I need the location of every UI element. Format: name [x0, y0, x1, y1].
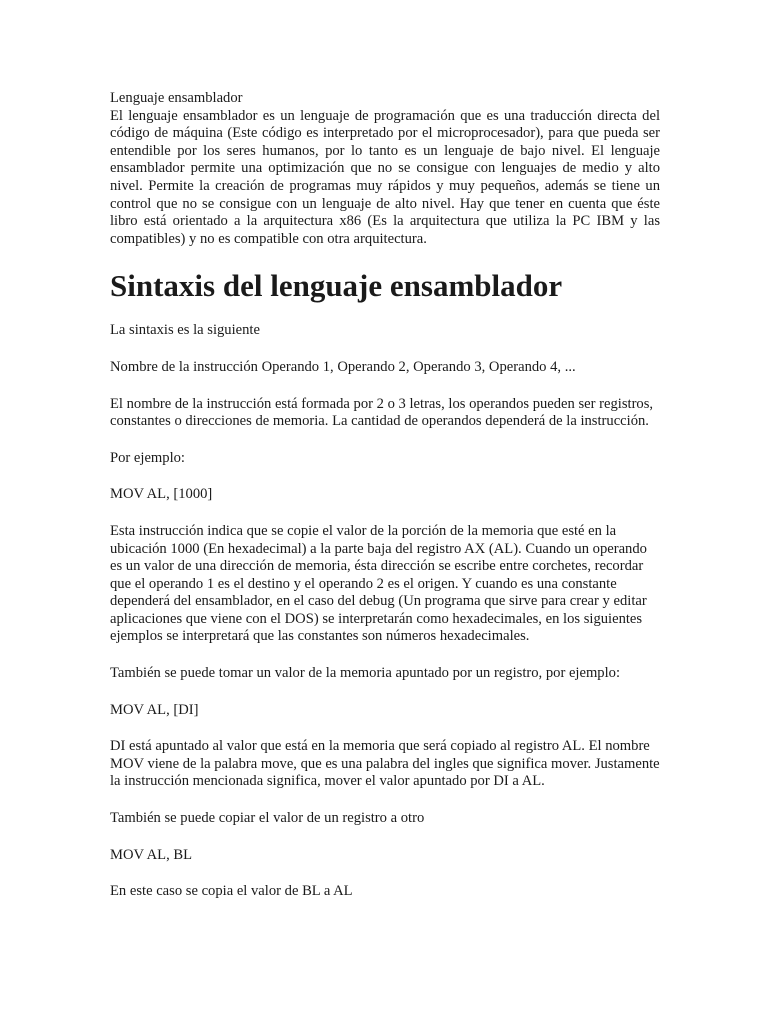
- paragraph-mov-explanation: Esta instrucción indica que se copie el valor de la porción de la memoria que esté en la ubicación 1000 (En hexadecimal) a la parte baja del registro AX (AL). Cuando un operando es un valor de una dirección de memoria, ésta dirección se escribe entre corchetes, recordar que el operando 1 es el destino y el operando 2 es el origen. Y cuando es una constante dependerá del ensamblador, en el caso del debug (Un programa que sirve para crear y editar aplicaciones que viene con el DOS) se interpretarán como hexadecimales, en los siguientes ejemplos se interpretará que las constantes son números hexadecimales.: [110, 522, 647, 645]
- document-content: [110, 90, 660, 901]
- paragraph-register-pointer: También se puede tomar un valor de la memoria apuntado por un registro, por ejemplo:: [110, 665, 621, 682]
- code-example-mov-di: MOV AL, [DI]: [110, 701, 199, 718]
- intro-paragraph: El lenguaje ensamblador es un lenguaje de programación que es una traducción directa del código de máquina (Este código es interpretado por el microprocesador), para que pueda ser entendible por los seres humanos, por lo tanto es un lenguaje de bajo nivel. El lenguaje ensamblador permite una optimización que no se consigue con lenguajes de medio y alto nivel. Permite la creación de programas muy rápidos y muy pequeños, además se tiene un control que no se consigue con un lenguaje de alto nivel. Hay que tener en cuenta que éste libro está orientado a la arquitectura x86 (Es la arquitectura que utiliza la PC IBM y las compatibles) y no es compatible con otra arquitectura.: [110, 107, 660, 247]
- paragraph-example-label: Por ejemplo:: [110, 449, 185, 466]
- code-example-mov-bl: MOV AL, BL: [110, 846, 193, 863]
- paragraph-di-explanation: DI está apuntado al valor que está en la memoria que será copiado al registro AL. El nombre MOV viene de la palabra move, que es una palabra del ingles que significa mover. Justamente la instrucción mencionada significa, mover el valor apuntado por DI a AL.: [110, 738, 660, 790]
- paragraph-syntax-form: Nombre de la instrucción Operando 1, Operando 2, Operando 3, Operando 4, ...: [110, 358, 576, 375]
- section-heading: Sintaxis del lenguaje ensamblador: [110, 268, 563, 304]
- paragraph-instruction-name: El nombre de la instrucción está formada por 2 o 3 letras, los operandos pueden ser registros, constantes o direcciones de memoria. La cantidad de operandos dependerá de la instrucción.: [110, 395, 654, 430]
- code-example-mov-memory: MOV AL, [1000]: [110, 486, 213, 503]
- paragraph-register-copy: También se puede copiar el valor de un registro a otro: [110, 810, 425, 827]
- paragraph-syntax-intro: La sintaxis es la siguiente: [110, 322, 260, 339]
- intro-title: Lenguaje ensamblador: [110, 90, 243, 106]
- paragraph-bl-explanation: En este caso se copia el valor de BL a AL: [110, 883, 353, 900]
